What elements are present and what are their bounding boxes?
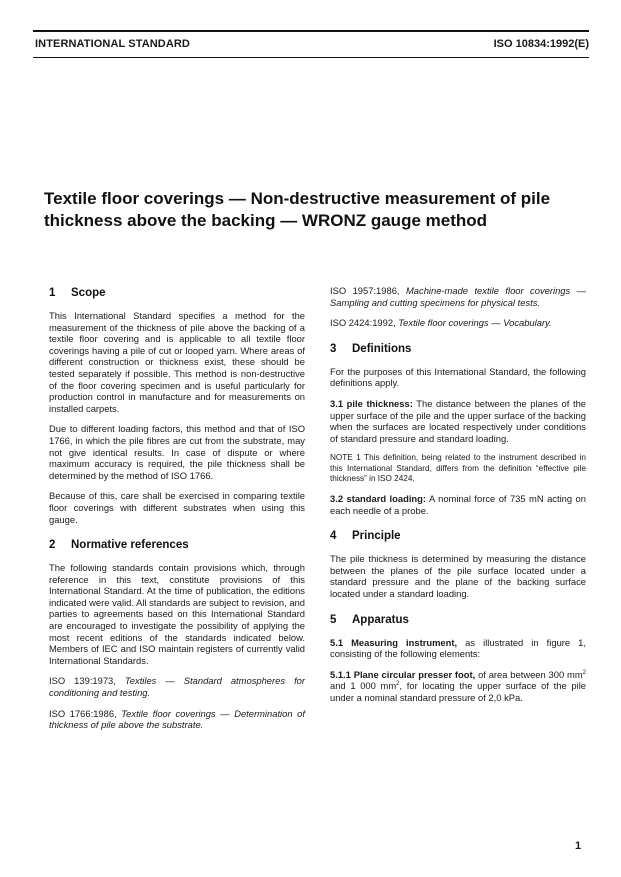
definition-number: 3.1 xyxy=(330,397,344,409)
section-number: 4 xyxy=(330,530,337,543)
definition-pile-thickness xyxy=(330,398,586,444)
normative-paragraph: The following standards contain provisions which, through reference in this text, constitute provisions of this International Standard. At the time of publication, the editions indicated were valid. All standards are subject to revision, and parties to agreements based on this International Standard are encouraged to investigate the possibility of applying the most recent editions of the standards indicated below. Members of IEC and ISO maintain registers of currently valid International Standards. xyxy=(49,562,305,666)
reference-title: Machine-made textile floor coverings — Sampling and cutting specimens for physical tests. xyxy=(330,285,587,308)
header-standard-number: ISO 10834:1992(E) xyxy=(493,38,589,50)
reference-code: ISO 1957:1986, xyxy=(330,285,400,296)
definitions-intro: For the purposes of this International Standard, the following definitions apply. xyxy=(330,365,586,389)
reference-iso-139 xyxy=(49,675,305,698)
reference-code: ISO 2424:1992, xyxy=(330,317,396,329)
reference-iso-2424 xyxy=(330,317,586,329)
section-number: 1 xyxy=(49,287,56,299)
left-column xyxy=(49,286,305,740)
apparatus-measuring-instrument xyxy=(330,637,586,660)
section-number: 2 xyxy=(49,539,56,552)
definition-text: A nominal force of 735 mN acting on each needle of a probe. xyxy=(330,492,586,516)
clause-number: 5.1 xyxy=(330,636,344,648)
principle-paragraph: The pile thickness is determined by measuring the distance between the planes of the pile surface located under a standard pressure and the plane of the backing surface located under a standard loading. xyxy=(330,553,586,599)
clause-text: as illustrated in figure 1, consisting of the following elements: xyxy=(330,636,586,660)
top-rule xyxy=(33,30,589,32)
section-number: 3 xyxy=(330,342,337,355)
header-standard-type: INTERNATIONAL STANDARD xyxy=(35,38,190,50)
section-title: Normative references xyxy=(71,539,189,552)
section-heading-definitions xyxy=(330,342,586,356)
scope-paragraph-1: This International Standard specifies a method for the measurement of the thickness of pile above the backing of a textile floor covering and is applicable to all textile floor coverings having a pile of cut or looped yarn. Where areas of different construction or thickness exist, these should be tested separately if possible. This method is non-destructive of the floor covering specimen and is useful particularly for production control in manufacture and for measurements on installed carpets. xyxy=(49,310,305,414)
scope-paragraph-3: Because of this, care shall be exercised in comparing textile floor coverings with different substrates when using this gauge. xyxy=(49,490,305,525)
page-number: 1 xyxy=(575,840,582,852)
section-heading-apparatus xyxy=(330,613,586,627)
reference-title: Textile floor coverings — Vocabulary. xyxy=(398,317,552,329)
clause-number: 5.1.1 xyxy=(330,668,351,680)
section-title: Apparatus xyxy=(352,613,409,626)
document-title: Textile floor coverings — Non-destructive measurement of pile thickness above the backing — WRONZ gauge method xyxy=(44,189,551,230)
section-heading-principle xyxy=(330,529,586,543)
section-title: Scope xyxy=(71,287,106,299)
definition-note: NOTE 1 This definition, being related to the instrument described in this International Standard, differs from the definition “effective pile thickness” in ISO 2424. xyxy=(330,453,586,483)
section-title: Definitions xyxy=(352,342,412,355)
right-column xyxy=(330,285,586,712)
clause-term: Measuring instrument, xyxy=(351,636,458,648)
clause-term: Plane circular presser foot, xyxy=(353,668,476,680)
definition-standard-loading xyxy=(330,493,586,516)
section-heading-scope xyxy=(49,286,305,300)
header-rule xyxy=(33,57,589,58)
reference-code: ISO 1766:1986, xyxy=(49,707,117,719)
section-heading-normative-references xyxy=(49,538,305,552)
clause-text-c: , for locating the upper surface of the pile under a nominal standard pressure of 2,0 kPa. xyxy=(330,680,586,703)
clause-text-b: and 1 000 mm xyxy=(330,680,397,692)
definition-number: 3.2 xyxy=(330,492,344,504)
reference-title: Textiles — Standard atmospheres for conditioning and testing. xyxy=(49,675,306,699)
superscript: 2 xyxy=(396,681,400,688)
reference-code: ISO 139:1973, xyxy=(49,675,116,687)
reference-title: Textile floor coverings — Determination of thickness of pile above the substrate. xyxy=(49,707,305,731)
clause-text-a: of area between 300 mm xyxy=(478,668,583,680)
reference-iso-1957 xyxy=(330,285,586,308)
scope-paragraph-2: Due to different loading factors, this method and that of ISO 1766, in which the pile fibres are cut from the substrate, may not give identical results. In case of dispute or where maximum accuracy is required, the pile thickness shall be determined by the method of ISO 1766. xyxy=(49,423,305,481)
definition-term: pile thickness: xyxy=(346,397,413,409)
page-header xyxy=(33,38,589,54)
definition-text: The distance between the planes of the upper surface of the pile and the upper surface of the backing when the surfaces are located respectively under conditions of standard pressure and standard loading. xyxy=(330,397,586,444)
superscript: 2 xyxy=(582,669,586,676)
section-title: Principle xyxy=(352,530,401,543)
section-number: 5 xyxy=(330,613,337,626)
reference-iso-1766 xyxy=(49,708,305,731)
definition-term: standard loading: xyxy=(346,492,426,504)
apparatus-presser-foot xyxy=(330,669,586,704)
